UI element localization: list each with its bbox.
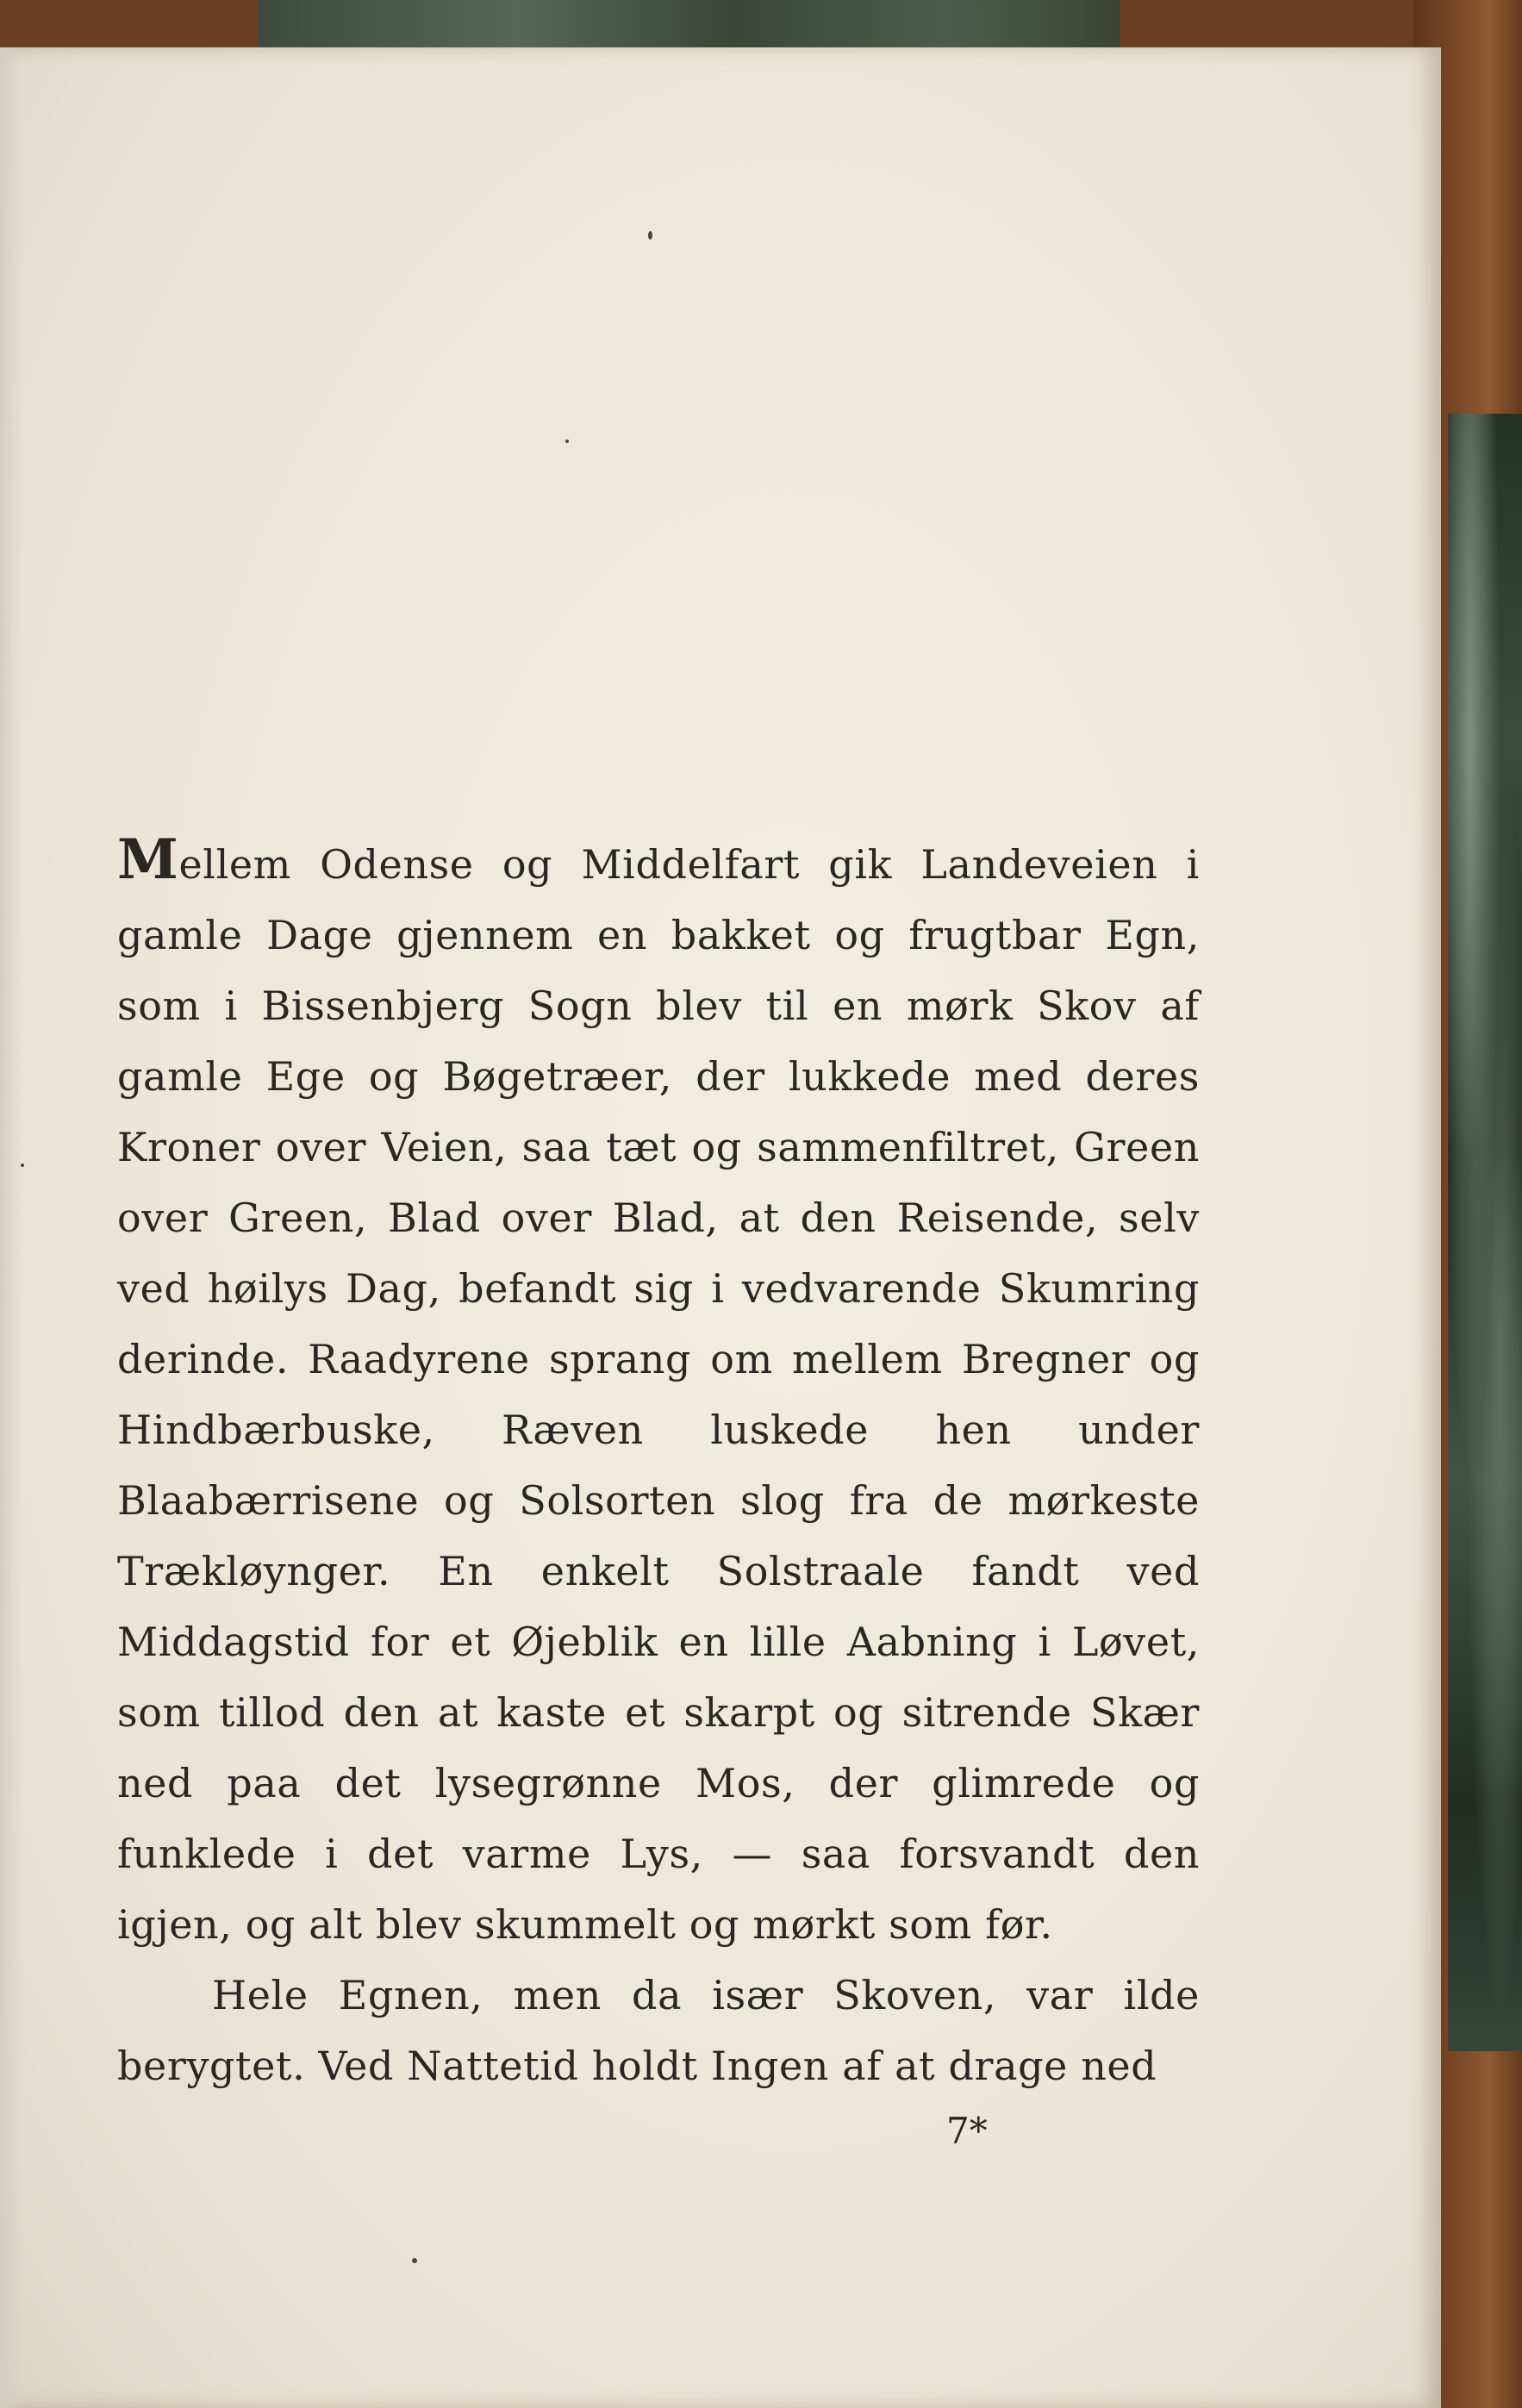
paragraph-1-text: ellem Odense og Middelfart gik Landeveien i gamle Dage gjennem en bakket og frugtbar Egn, som i Bissenbjerg Sogn blev til en mørk Skov af gamle Ege og Bøgetræer, der lukkede med deres Kroner over Veien, saa tæt og sammenfiltret, Green over Green, Blad over Blad, at den Reisende, selv ved høilys Dag, befandt sig i vedvarende Skumring derinde. Raadyrene sprang om mellem Bregner og Hindbærbuske, Ræven luskede hen under Blaabærrisene og Solsorten slog fra de mørkeste Trækløynger. En enkelt Solstraale fandt ved Middagstid for et Øjeblik en lille Aabning i Løvet, som tillod den at kaste et skarpt og sitrende Skær ned paa det lysegrønne Mos, der glimrede og funklede i det varme Lys, — saa forsvandt den igjen, og alt blev skummelt og mørkt som før.	[117, 841, 1200, 1948]
page-gutter-shadow	[0, 47, 22, 2408]
signature-mark: 7*	[946, 2110, 988, 2152]
ink-speck	[565, 440, 569, 443]
marbled-endpaper	[1448, 414, 1522, 2051]
ink-speck	[412, 2258, 417, 2263]
paragraph-1	[117, 829, 1200, 1960]
ink-speck	[648, 231, 652, 240]
initial-letter: M	[117, 827, 179, 892]
body-text	[117, 829, 1200, 2101]
ink-speck	[21, 1163, 24, 1167]
paragraph-2: Hele Egnen, men da især Skoven, var ilde berygtet. Ved Nattetid holdt Ingen af at drage ned	[117, 1972, 1200, 2089]
